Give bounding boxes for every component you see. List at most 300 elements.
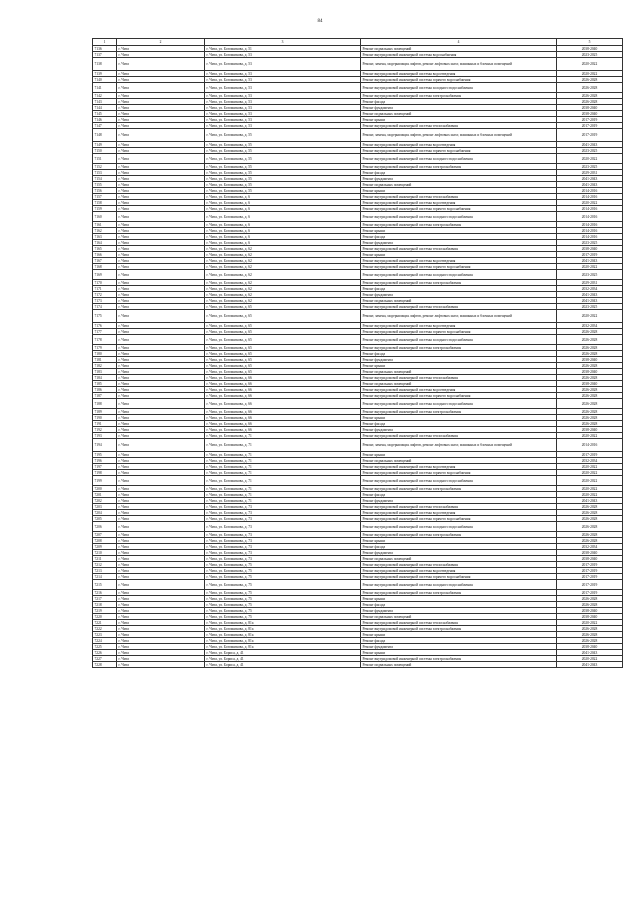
work-type-cell: Ремонт фундамента bbox=[361, 498, 557, 504]
row-number-cell: 7203 bbox=[93, 504, 117, 510]
settlement-cell: г. Чита bbox=[117, 264, 205, 270]
work-type-cell: Ремонт внутридомовой инженерной системы электроснабжения bbox=[361, 656, 557, 662]
row-number-cell: 7191 bbox=[93, 421, 117, 427]
address-cell: г. Чита, ул. Богомягкова, д. 73 bbox=[205, 550, 361, 556]
address-cell: г. Чита, ул. Богомягкова, д. 75 bbox=[205, 562, 361, 568]
work-type-cell: Ремонт внутридомовой инженерной системы водоотведения bbox=[361, 323, 557, 329]
header-row bbox=[93, 39, 623, 46]
table-row bbox=[93, 580, 623, 590]
row-number-cell: 7190 bbox=[93, 415, 117, 421]
row-number-cell: 7164 bbox=[93, 240, 117, 246]
settlement-cell: г. Чита bbox=[117, 556, 205, 562]
work-type-cell: Ремонт крыши bbox=[361, 452, 557, 458]
period-cell: 2032-2034 bbox=[557, 544, 623, 550]
address-cell: г. Чита, ул. Богомягкова, д. 73 bbox=[205, 532, 361, 538]
settlement-cell: г. Чита bbox=[117, 194, 205, 200]
period-cell: 2041-2043 bbox=[557, 498, 623, 504]
address-cell: г. Чита, ул. Богомягкова, д. 62 bbox=[205, 298, 361, 304]
settlement-cell: г. Чита bbox=[117, 538, 205, 544]
address-cell: г. Чита, ул. Богомягкова, д. 71 bbox=[205, 498, 361, 504]
address-cell: г. Чита, ул. Богомягкова, д. 66 bbox=[205, 381, 361, 387]
row-number-cell: 7171 bbox=[93, 286, 117, 292]
settlement-cell: г. Чита bbox=[117, 117, 205, 123]
period-cell: 2026-2028 bbox=[557, 409, 623, 415]
work-type-cell: Ремонт внутридомовой инженерной системы теплоснабжения bbox=[361, 123, 557, 129]
address-cell: г. Чита, ул. Богомягкова, д. 65 bbox=[205, 363, 361, 369]
period-cell: 2026-2028 bbox=[557, 538, 623, 544]
settlement-cell: г. Чита bbox=[117, 46, 205, 52]
row-number-cell: 7183 bbox=[93, 369, 117, 375]
settlement-cell: г. Чита bbox=[117, 464, 205, 470]
work-type-cell: Ремонт, замена, модернизация лифтов, ремонт лифтовых шахт, машинных и блочных помещений bbox=[361, 439, 557, 452]
work-type-cell: Ремонт фундамента bbox=[361, 357, 557, 363]
row-number-cell: 7204 bbox=[93, 510, 117, 516]
settlement-cell: г. Чита bbox=[117, 329, 205, 335]
address-cell: г. Чита, ул. Богомягкова, д. 66 bbox=[205, 399, 361, 409]
period-cell: 2041-2043 bbox=[557, 292, 623, 298]
work-type-cell: Ремонт внутридомовой инженерной системы холодного водоснабжения bbox=[361, 476, 557, 486]
work-type-cell: Ремонт внутридомовой инженерной системы горячего водоснабжения bbox=[361, 393, 557, 399]
row-number-cell: 7192 bbox=[93, 427, 117, 433]
settlement-cell: г. Чита bbox=[117, 644, 205, 650]
settlement-cell: г. Чита bbox=[117, 170, 205, 176]
address-cell: г. Чита, ул. Богомягкова, д. 73 bbox=[205, 510, 361, 516]
address-cell: г. Чита, ул. Богомягкова, д. 65 bbox=[205, 369, 361, 375]
work-type-cell: Ремонт внутридомовой инженерной системы водоотведения bbox=[361, 510, 557, 516]
address-cell: г. Чита, ул. Богомягкова, д. 62 bbox=[205, 280, 361, 286]
address-cell: г. Чита, ул. Богомягкова, д. 75 bbox=[205, 574, 361, 580]
row-number-cell: 7198 bbox=[93, 470, 117, 476]
address-cell: г. Чита, ул. Бориса, д. 41 bbox=[205, 656, 361, 662]
settlement-cell: г. Чита bbox=[117, 421, 205, 427]
settlement-cell: г. Чита bbox=[117, 83, 205, 93]
work-type-cell: Ремонт подвальных помещений bbox=[361, 369, 557, 375]
period-cell: 2014-2016 bbox=[557, 228, 623, 234]
period-cell: 2017-2019 bbox=[557, 252, 623, 258]
work-type-cell: Ремонт внутридомовой инженерной системы водоотведения bbox=[361, 387, 557, 393]
row-number-cell: 7172 bbox=[93, 292, 117, 298]
period-cell: 2020-2022 bbox=[557, 620, 623, 626]
period-cell: 2014-2016 bbox=[557, 234, 623, 240]
row-number-cell: 7188 bbox=[93, 399, 117, 409]
settlement-cell: г. Чита bbox=[117, 409, 205, 415]
period-cell: 2020-2022 bbox=[557, 310, 623, 323]
address-cell: г. Чита, ул. Богомягкова, д. 55 bbox=[205, 142, 361, 148]
address-cell: г. Чита, ул. Богомягкова, д. 53 bbox=[205, 52, 361, 58]
address-cell: г. Чита, ул. Богомягкова, д. 55 bbox=[205, 170, 361, 176]
settlement-cell: г. Чита bbox=[117, 188, 205, 194]
address-cell: г. Чита, ул. Богомягкова, д. 73 bbox=[205, 544, 361, 550]
period-cell: 2026-2028 bbox=[557, 375, 623, 381]
work-type-cell: Ремонт фундамента bbox=[361, 240, 557, 246]
period-cell: 2023-2025 bbox=[557, 148, 623, 154]
period-cell: 2038-2040 bbox=[557, 369, 623, 375]
row-number-cell: 7147 bbox=[93, 123, 117, 129]
row-number-cell: 7209 bbox=[93, 544, 117, 550]
row-number-cell: 7193 bbox=[93, 433, 117, 439]
period-cell: 2017-2019 bbox=[557, 123, 623, 129]
settlement-cell: г. Чита bbox=[117, 656, 205, 662]
address-cell: г. Чита, ул. Богомягкова, д. 75 bbox=[205, 568, 361, 574]
work-type-cell: Ремонт фасада bbox=[361, 286, 557, 292]
work-type-cell: Ремонт крыши bbox=[361, 538, 557, 544]
row-number-cell: 7214 bbox=[93, 574, 117, 580]
row-number-cell: 7175 bbox=[93, 310, 117, 323]
settlement-cell: г. Чита bbox=[117, 369, 205, 375]
settlement-cell: г. Чита bbox=[117, 351, 205, 357]
address-cell: г. Чита, ул. Богомягкова, д. 71 bbox=[205, 492, 361, 498]
row-number-cell: 7221 bbox=[93, 620, 117, 626]
settlement-cell: г. Чита bbox=[117, 470, 205, 476]
work-type-cell: Ремонт внутридомовой инженерной системы теплоснабжения bbox=[361, 504, 557, 510]
settlement-cell: г. Чита bbox=[117, 357, 205, 363]
settlement-cell: г. Чита bbox=[117, 304, 205, 310]
address-cell: г. Чита, ул. Богомягкова, д. 71 bbox=[205, 439, 361, 452]
period-cell: 2026-2028 bbox=[557, 99, 623, 105]
work-type-cell: Ремонт внутридомовой инженерной системы горячего водоснабжения bbox=[361, 470, 557, 476]
repair-schedule-table bbox=[92, 38, 623, 668]
work-type-cell: Ремонт внутридомовой инженерной системы электроснабжения bbox=[361, 280, 557, 286]
address-cell: г. Чита, ул. Богомягкова, д. 55 bbox=[205, 154, 361, 164]
row-number-cell: 7158 bbox=[93, 200, 117, 206]
work-type-cell: Ремонт внутридомовой инженерной системы теплоснабжения bbox=[361, 375, 557, 381]
period-cell: 2026-2028 bbox=[557, 638, 623, 644]
row-number-cell: 7196 bbox=[93, 458, 117, 464]
address-cell: г. Чита, ул. Богомягкова, д. 53 bbox=[205, 117, 361, 123]
address-cell: г. Чита, ул. Богомягкова, д. 55 bbox=[205, 182, 361, 188]
work-type-cell: Ремонт фундамента bbox=[361, 105, 557, 111]
period-cell: 2017-2019 bbox=[557, 452, 623, 458]
settlement-cell: г. Чита bbox=[117, 608, 205, 614]
table-row bbox=[93, 58, 623, 71]
address-cell: г. Чита, ул. Богомягкова, д. 75 bbox=[205, 614, 361, 620]
row-number-cell: 7136 bbox=[93, 46, 117, 52]
table-row bbox=[93, 522, 623, 532]
work-type-cell: Ремонт внутридомовой инженерной системы электроснабжения bbox=[361, 409, 557, 415]
table-row bbox=[93, 335, 623, 345]
period-cell: 2026-2028 bbox=[557, 83, 623, 93]
row-number-cell: 7215 bbox=[93, 580, 117, 590]
period-cell: 2026-2028 bbox=[557, 393, 623, 399]
address-cell: г. Чита, ул. Богомягкова, д. 71 bbox=[205, 476, 361, 486]
address-cell: г. Чита, ул. Богомягкова, д. 53 bbox=[205, 58, 361, 71]
work-type-cell: Ремонт фундамента bbox=[361, 608, 557, 614]
settlement-cell: г. Чита bbox=[117, 580, 205, 590]
row-number-cell: 7176 bbox=[93, 323, 117, 329]
row-number-cell: 7212 bbox=[93, 562, 117, 568]
settlement-cell: г. Чита bbox=[117, 458, 205, 464]
period-cell: 2041-2043 bbox=[557, 176, 623, 182]
period-cell: 2032-2034 bbox=[557, 458, 623, 464]
settlement-cell: г. Чита bbox=[117, 182, 205, 188]
table-body bbox=[93, 39, 623, 668]
row-number-cell: 7222 bbox=[93, 626, 117, 632]
header-cell: 5 bbox=[557, 39, 623, 46]
settlement-cell: г. Чита bbox=[117, 258, 205, 264]
table-row bbox=[93, 212, 623, 222]
row-number-cell: 7157 bbox=[93, 194, 117, 200]
address-cell: г. Чита, ул. Богомягкова, д. 75 bbox=[205, 602, 361, 608]
row-number-cell: 7163 bbox=[93, 234, 117, 240]
page-number: 84 bbox=[317, 19, 323, 24]
row-number-cell: 7142 bbox=[93, 93, 117, 99]
row-number-cell: 7224 bbox=[93, 638, 117, 644]
work-type-cell: Ремонт крыши bbox=[361, 632, 557, 638]
settlement-cell: г. Чита bbox=[117, 415, 205, 421]
period-cell: 2038-2040 bbox=[557, 46, 623, 52]
settlement-cell: г. Чита bbox=[117, 105, 205, 111]
address-cell: г. Чита, ул. Богомягкова, д. 65 bbox=[205, 310, 361, 323]
row-number-cell: 7161 bbox=[93, 222, 117, 228]
row-number-cell: 7173 bbox=[93, 298, 117, 304]
address-cell: г. Чита, ул. Богомягкова, д. 73 bbox=[205, 522, 361, 532]
period-cell: 2017-2019 bbox=[557, 568, 623, 574]
settlement-cell: г. Чита bbox=[117, 310, 205, 323]
row-number-cell: 7213 bbox=[93, 568, 117, 574]
work-type-cell: Ремонт внутридомовой инженерной системы электроснабжения bbox=[361, 164, 557, 170]
address-cell: г. Чита, ул. Бориса, д. 41 bbox=[205, 662, 361, 668]
work-type-cell: Ремонт подвальных помещений bbox=[361, 182, 557, 188]
period-cell: 2026-2028 bbox=[557, 329, 623, 335]
work-type-cell: Ремонт внутридомовой инженерной системы водоснабжения bbox=[361, 52, 557, 58]
work-type-cell: Ремонт внутридомовой инженерной системы теплоснабжения bbox=[361, 194, 557, 200]
address-cell: г. Чита, ул. Богомягкова, д. 55 bbox=[205, 164, 361, 170]
period-cell: 2026-2028 bbox=[557, 335, 623, 345]
row-number-cell: 7148 bbox=[93, 129, 117, 142]
work-type-cell: Ремонт фасада bbox=[361, 234, 557, 240]
work-type-cell: Ремонт внутридомовой инженерной системы водоотведения bbox=[361, 200, 557, 206]
work-type-cell: Ремонт фасада bbox=[361, 170, 557, 176]
row-number-cell: 7180 bbox=[93, 351, 117, 357]
row-number-cell: 7154 bbox=[93, 176, 117, 182]
period-cell: 2023-2025 bbox=[557, 240, 623, 246]
row-number-cell: 7185 bbox=[93, 381, 117, 387]
settlement-cell: г. Чита bbox=[117, 399, 205, 409]
address-cell: г. Чита, ул. Богомягкова, д. 81а bbox=[205, 620, 361, 626]
period-cell: 2041-2043 bbox=[557, 662, 623, 668]
settlement-cell: г. Чита bbox=[117, 363, 205, 369]
address-cell: г. Чита, ул. Богомягкова, д. 55 bbox=[205, 148, 361, 154]
address-cell: г. Чита, ул. Богомягкова, д. 6 bbox=[205, 228, 361, 234]
address-cell: г. Чита, ул. Богомягкова, д. 62 bbox=[205, 286, 361, 292]
address-cell: г. Чита, ул. Богомягкова, д. 73 bbox=[205, 516, 361, 522]
header-cell: 2 bbox=[117, 39, 205, 46]
work-type-cell: Ремонт крыши bbox=[361, 117, 557, 123]
address-cell: г. Чита, ул. Богомягкова, д. 66 bbox=[205, 393, 361, 399]
period-cell: 2026-2028 bbox=[557, 421, 623, 427]
period-cell: 2026-2028 bbox=[557, 504, 623, 510]
address-cell: г. Чита, ул. Богомягкова, д. 55 bbox=[205, 188, 361, 194]
work-type-cell: Ремонт внутридомовой инженерной системы горячего водоснабжения bbox=[361, 206, 557, 212]
address-cell: г. Чита, ул. Богомягкова, д. 73 bbox=[205, 538, 361, 544]
work-type-cell: Ремонт фасада bbox=[361, 421, 557, 427]
settlement-cell: г. Чита bbox=[117, 99, 205, 105]
settlement-cell: г. Чита bbox=[117, 71, 205, 77]
settlement-cell: г. Чита bbox=[117, 286, 205, 292]
period-cell: 2029-2031 bbox=[557, 170, 623, 176]
row-number-cell: 7218 bbox=[93, 602, 117, 608]
period-cell: 2014-2016 bbox=[557, 439, 623, 452]
settlement-cell: г. Чита bbox=[117, 93, 205, 99]
address-cell: г. Чита, ул. Богомягкова, д. 65 bbox=[205, 335, 361, 345]
row-number-cell: 7179 bbox=[93, 345, 117, 351]
row-number-cell: 7166 bbox=[93, 252, 117, 258]
period-cell: 2026-2028 bbox=[557, 532, 623, 538]
address-cell: г. Чита, ул. Богомягкова, д. 6 bbox=[205, 212, 361, 222]
work-type-cell: Ремонт фасада bbox=[361, 351, 557, 357]
row-number-cell: 7182 bbox=[93, 363, 117, 369]
row-number-cell: 7207 bbox=[93, 532, 117, 538]
address-cell: г. Чита, ул. Богомягкова, д. 75 bbox=[205, 596, 361, 602]
period-cell: 2041-2043 bbox=[557, 298, 623, 304]
address-cell: г. Чита, ул. Богомягкова, д. 65 bbox=[205, 357, 361, 363]
period-cell: 2020-2022 bbox=[557, 492, 623, 498]
address-cell: г. Чита, ул. Богомягкова, д. 71 bbox=[205, 470, 361, 476]
address-cell: г. Чита, ул. Богомягкова, д. 71 bbox=[205, 486, 361, 492]
address-cell: г. Чита, ул. Богомягкова, д. 66 bbox=[205, 427, 361, 433]
address-cell: г. Чита, ул. Богомягкова, д. 62 bbox=[205, 270, 361, 280]
period-cell: 2017-2019 bbox=[557, 580, 623, 590]
settlement-cell: г. Чита bbox=[117, 602, 205, 608]
period-cell: 2038-2040 bbox=[557, 246, 623, 252]
work-type-cell: Ремонт подвальных помещений bbox=[361, 46, 557, 52]
address-cell: г. Чита, ул. Богомягкова, д. 6 bbox=[205, 206, 361, 212]
table-row bbox=[93, 154, 623, 164]
work-type-cell: Ремонт внутридомовой инженерной системы холодного водоснабжения bbox=[361, 154, 557, 164]
period-cell: 2017-2019 bbox=[557, 562, 623, 568]
period-cell: 2026-2028 bbox=[557, 387, 623, 393]
header-cell: 1 bbox=[93, 39, 117, 46]
work-type-cell: Ремонт внутридомовой инженерной системы водоотведения bbox=[361, 71, 557, 77]
period-cell: 2020-2022 bbox=[557, 470, 623, 476]
row-number-cell: 7177 bbox=[93, 329, 117, 335]
row-number-cell: 7162 bbox=[93, 228, 117, 234]
work-type-cell: Ремонт внутридомовой инженерной системы холодного водоснабжения bbox=[361, 335, 557, 345]
settlement-cell: г. Чита bbox=[117, 510, 205, 516]
work-type-cell: Ремонт внутридомовой инженерной системы электроснабжения bbox=[361, 93, 557, 99]
row-number-cell: 7186 bbox=[93, 387, 117, 393]
address-cell: г. Чита, ул. Богомягкова, д. 6 bbox=[205, 222, 361, 228]
settlement-cell: г. Чита bbox=[117, 650, 205, 656]
settlement-cell: г. Чита bbox=[117, 58, 205, 71]
period-cell: 2026-2028 bbox=[557, 399, 623, 409]
work-type-cell: Ремонт крыши bbox=[361, 363, 557, 369]
work-type-cell: Ремонт внутридомовой инженерной системы холодного водоснабжения bbox=[361, 83, 557, 93]
settlement-cell: г. Чита bbox=[117, 77, 205, 83]
table-row bbox=[93, 662, 623, 668]
settlement-cell: г. Чита bbox=[117, 292, 205, 298]
address-cell: г. Чита, ул. Богомягкова, д. 65 bbox=[205, 351, 361, 357]
work-type-cell: Ремонт крыши bbox=[361, 188, 557, 194]
row-number-cell: 7199 bbox=[93, 476, 117, 486]
row-number-cell: 7160 bbox=[93, 212, 117, 222]
period-cell: 2026-2028 bbox=[557, 626, 623, 632]
period-cell: 2038-2040 bbox=[557, 111, 623, 117]
address-cell: г. Чита, ул. Богомягкова, д. 53 bbox=[205, 105, 361, 111]
period-cell: 2026-2028 bbox=[557, 345, 623, 351]
period-cell: 2032-2034 bbox=[557, 286, 623, 292]
row-number-cell: 7168 bbox=[93, 264, 117, 270]
period-cell: 2041-2043 bbox=[557, 650, 623, 656]
period-cell: 2026-2028 bbox=[557, 77, 623, 83]
period-cell: 2026-2028 bbox=[557, 510, 623, 516]
settlement-cell: г. Чита bbox=[117, 212, 205, 222]
address-cell: г. Чита, ул. Богомягкова, д. 73 bbox=[205, 504, 361, 510]
address-cell: г. Чита, ул. Богомягкова, д. 65 bbox=[205, 323, 361, 329]
address-cell: г. Чита, ул. Богомягкова, д. 6 bbox=[205, 234, 361, 240]
settlement-cell: г. Чита bbox=[117, 129, 205, 142]
work-type-cell: Ремонт внутридомовой инженерной системы электроснабжения bbox=[361, 590, 557, 596]
row-number-cell: 7201 bbox=[93, 492, 117, 498]
address-cell: г. Чита, ул. Богомягкова, д. 66 bbox=[205, 375, 361, 381]
settlement-cell: г. Чита bbox=[117, 148, 205, 154]
address-cell: г. Чита, ул. Богомягкова, д. 62 bbox=[205, 252, 361, 258]
row-number-cell: 7145 bbox=[93, 111, 117, 117]
address-cell: г. Чита, ул. Богомягкова, д. 53 bbox=[205, 83, 361, 93]
work-type-cell: Ремонт фасада bbox=[361, 638, 557, 644]
settlement-cell: г. Чита bbox=[117, 626, 205, 632]
work-type-cell: Ремонт внутридомовой инженерной системы электроснабжения bbox=[361, 222, 557, 228]
work-type-cell: Ремонт фундамента bbox=[361, 427, 557, 433]
settlement-cell: г. Чита bbox=[117, 176, 205, 182]
period-cell: 2020-2022 bbox=[557, 200, 623, 206]
period-cell: 2038-2040 bbox=[557, 644, 623, 650]
address-cell: г. Чита, ул. Богомягкова, д. 62 bbox=[205, 246, 361, 252]
table-row bbox=[93, 310, 623, 323]
settlement-cell: г. Чита bbox=[117, 345, 205, 351]
row-number-cell: 7226 bbox=[93, 650, 117, 656]
work-type-cell: Ремонт крыши bbox=[361, 596, 557, 602]
work-type-cell: Ремонт внутридомовой инженерной системы электроснабжения bbox=[361, 626, 557, 632]
work-type-cell: Ремонт подвальных помещений bbox=[361, 614, 557, 620]
address-cell: г. Чита, ул. Богомягкова, д. 6 bbox=[205, 240, 361, 246]
work-type-cell: Ремонт, замена, модернизация лифтов, ремонт лифтовых шахт, машинных и блочных помещений bbox=[361, 129, 557, 142]
header-cell: 4 bbox=[361, 39, 557, 46]
period-cell: 2029-2031 bbox=[557, 280, 623, 286]
settlement-cell: г. Чита bbox=[117, 568, 205, 574]
settlement-cell: г. Чита bbox=[117, 164, 205, 170]
address-cell: г. Чита, ул. Богомягкова, д. 81а bbox=[205, 626, 361, 632]
row-number-cell: 7206 bbox=[93, 522, 117, 532]
address-cell: г. Чита, ул. Богомягкова, д. 65 bbox=[205, 329, 361, 335]
address-cell: г. Чита, ул. Богомягкова, д. 75 bbox=[205, 608, 361, 614]
work-type-cell: Ремонт подвальных помещений bbox=[361, 381, 557, 387]
settlement-cell: г. Чита bbox=[117, 270, 205, 280]
row-number-cell: 7205 bbox=[93, 516, 117, 522]
period-cell: 2020-2022 bbox=[557, 154, 623, 164]
period-cell: 2026-2028 bbox=[557, 602, 623, 608]
period-cell: 2014-2016 bbox=[557, 194, 623, 200]
row-number-cell: 7174 bbox=[93, 304, 117, 310]
row-number-cell: 7194 bbox=[93, 439, 117, 452]
work-type-cell: Ремонт внутридомовой инженерной системы электроснабжения bbox=[361, 532, 557, 538]
settlement-cell: г. Чита bbox=[117, 222, 205, 228]
period-cell: 2023-2025 bbox=[557, 270, 623, 280]
row-number-cell: 7216 bbox=[93, 590, 117, 596]
settlement-cell: г. Чита bbox=[117, 452, 205, 458]
settlement-cell: г. Чита bbox=[117, 280, 205, 286]
row-number-cell: 7197 bbox=[93, 464, 117, 470]
settlement-cell: г. Чита bbox=[117, 240, 205, 246]
settlement-cell: г. Чита bbox=[117, 111, 205, 117]
settlement-cell: г. Чита bbox=[117, 439, 205, 452]
work-type-cell: Ремонт крыши bbox=[361, 252, 557, 258]
work-type-cell: Ремонт внутридомовой инженерной системы горячего водоснабжения bbox=[361, 148, 557, 154]
settlement-cell: г. Чита bbox=[117, 476, 205, 486]
settlement-cell: г. Чита bbox=[117, 246, 205, 252]
work-type-cell: Ремонт внутридомовой инженерной системы электроснабжения bbox=[361, 486, 557, 492]
settlement-cell: г. Чита bbox=[117, 562, 205, 568]
